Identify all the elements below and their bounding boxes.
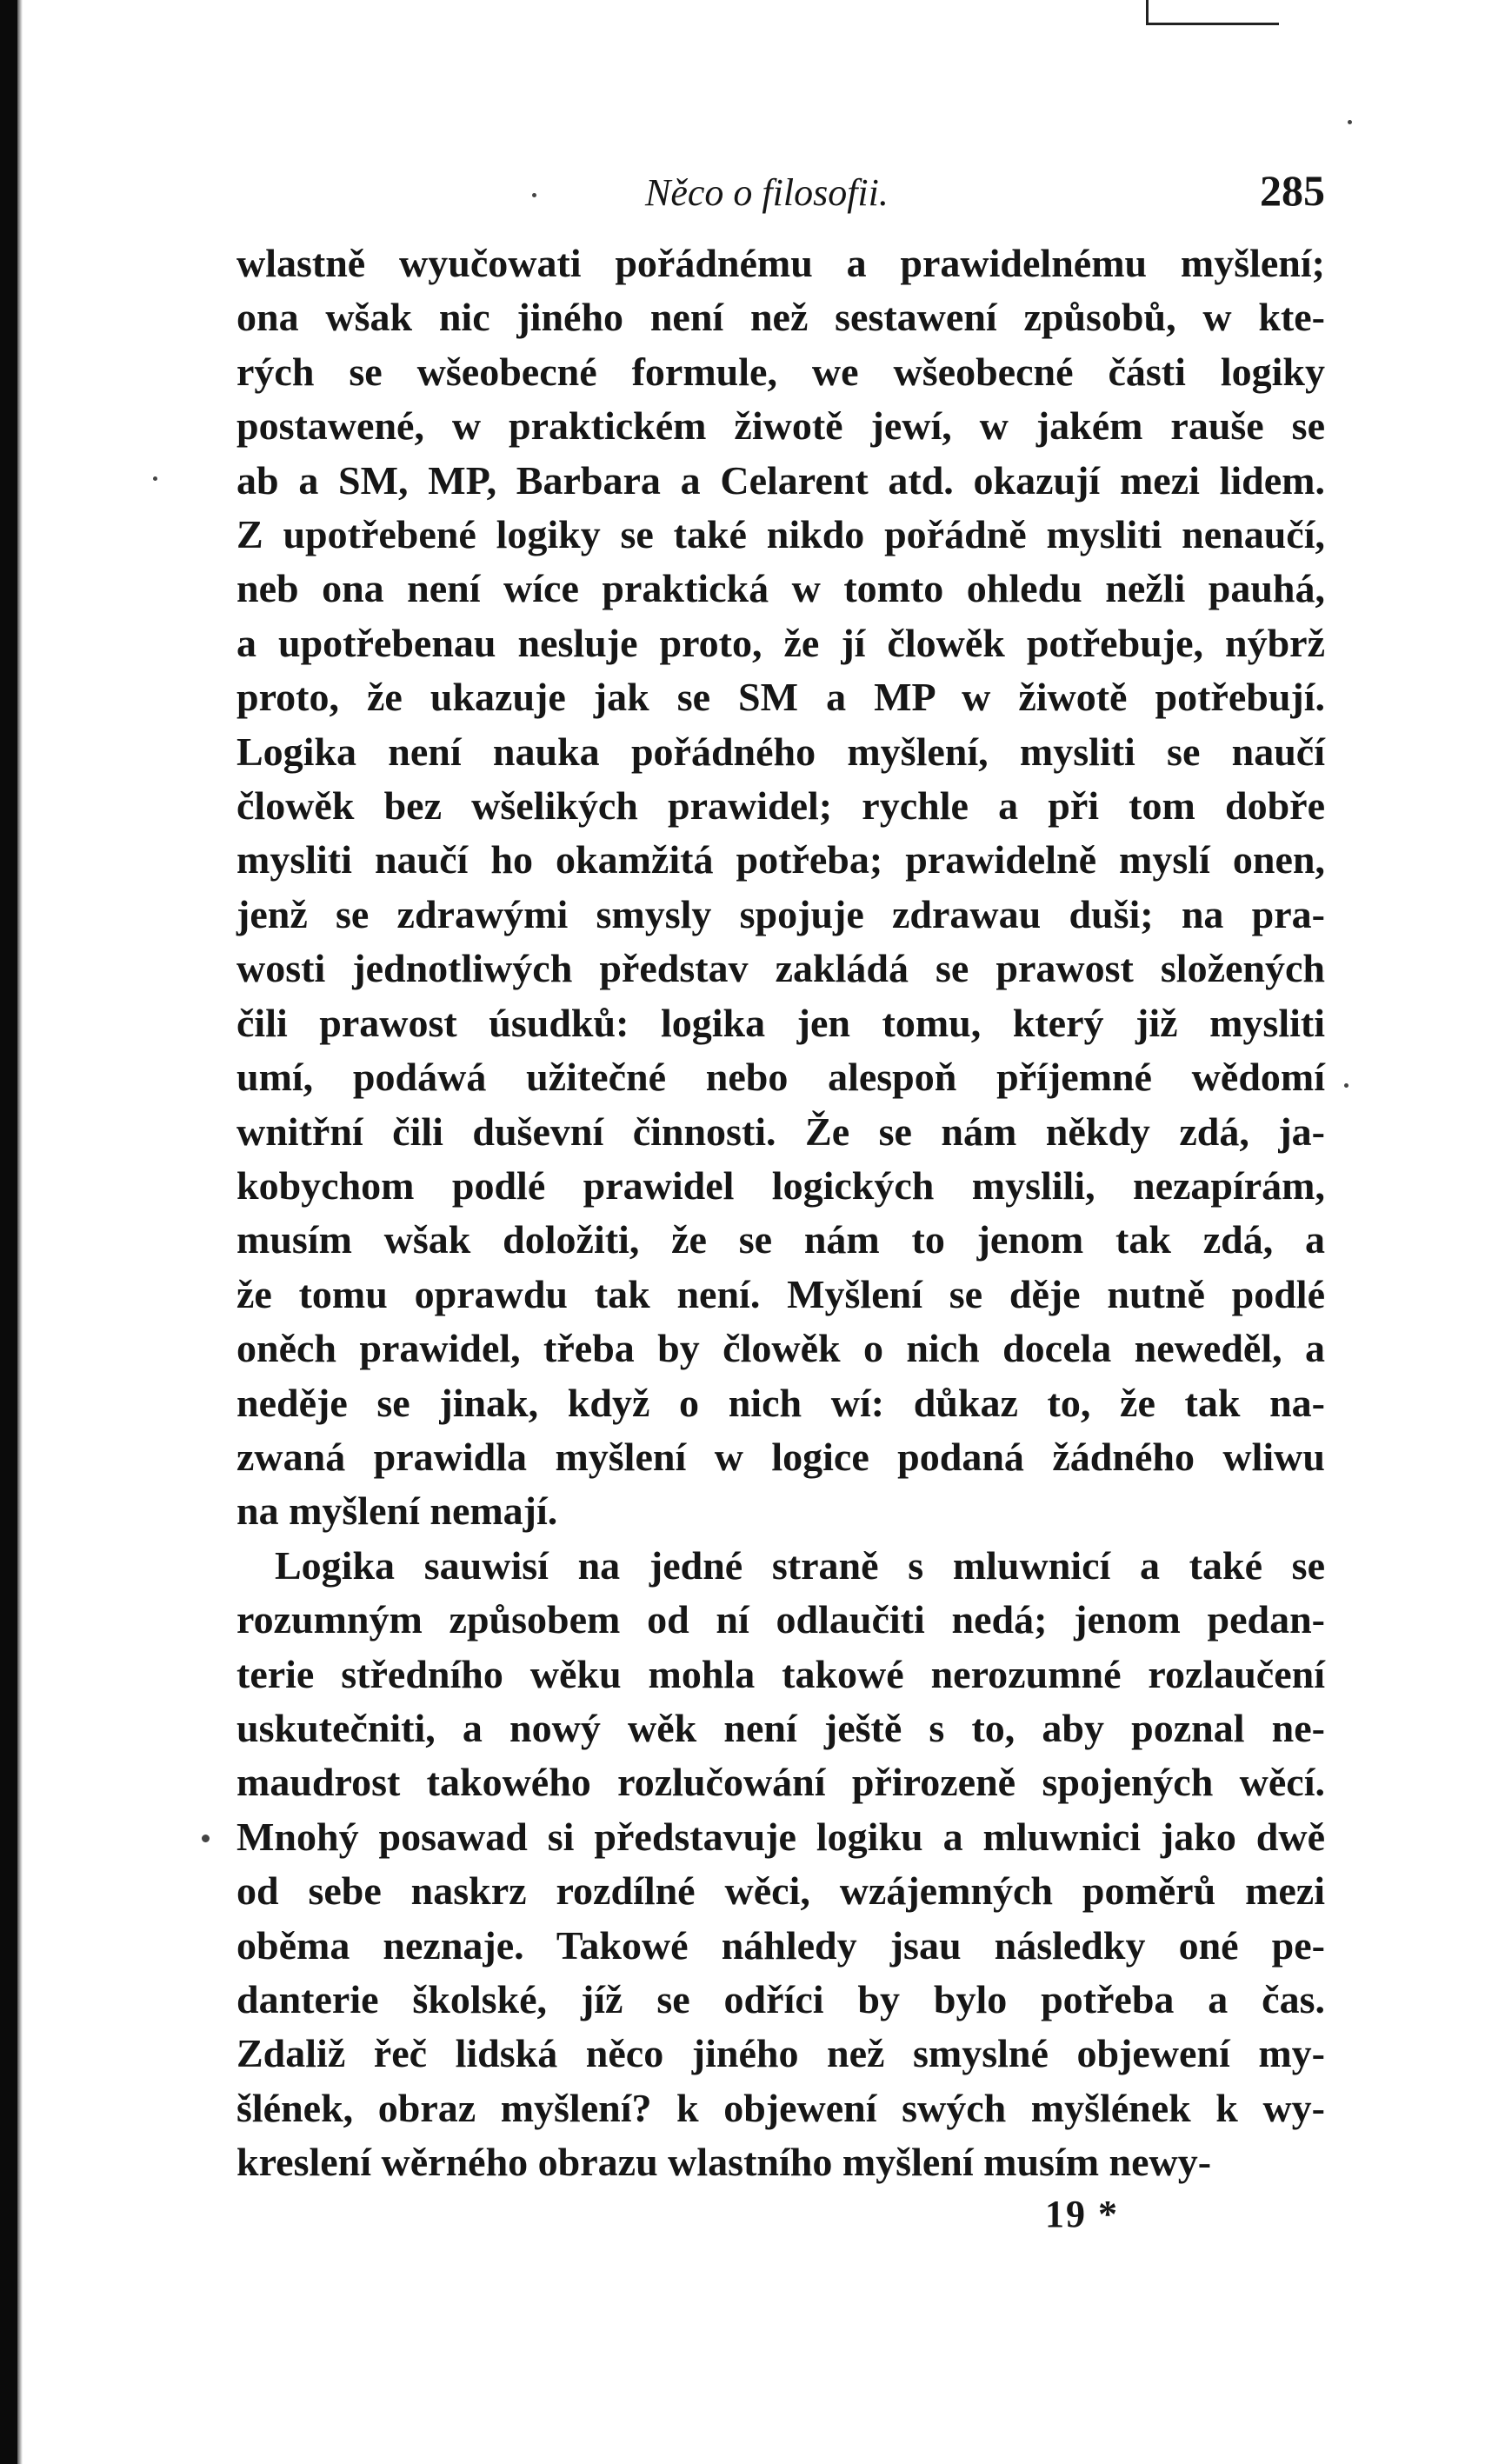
- scan-speck: [1344, 1083, 1348, 1088]
- text-line: kreslení wěrného obrazu wlastního myšlení musím newy-: [236, 2140, 1212, 2185]
- running-title: Něco o filosofii.: [645, 171, 889, 214]
- text-line: a upotřebenau nesluje proto, že jí člowěk potřebuje, nýbrž: [236, 620, 1325, 665]
- text-line: šlének, obraz myšlení? k objewení swých myšlének k wy-: [236, 2085, 1325, 2130]
- text-line: Logika sauwisí na jedné straně s mluwnicí a také se: [275, 1542, 1325, 1588]
- text-line: neděje se jinak, když o nich wí: důkaz to, že tak na-: [236, 1380, 1325, 1425]
- scan-speck: [153, 476, 157, 481]
- text-line: uskutečniti, a nowý wěk není ještě s to, aby poznal ne-: [236, 1705, 1325, 1750]
- book-binding-edge: [17, 0, 23, 2464]
- page-number: 285: [1260, 166, 1325, 215]
- text-line: na myšlení nemají.: [236, 1488, 558, 1534]
- text-line: umí, podáwá užitečné nebo alespoň příjemné wědomí: [236, 1055, 1325, 1100]
- text-line: musím wšak doložiti, že se nám to jenom tak zdá, a: [236, 1217, 1325, 1262]
- scan-speck: [1348, 120, 1352, 124]
- text-line: kobychom podlé prawidel logických myslili, nezapírám,: [236, 1162, 1325, 1208]
- text-line: jenž se zdrawými smysly spojuje zdrawau duši; na pra-: [236, 891, 1325, 936]
- text-line: od sebe naskrz rozdílné wěci, wzájemných poměrů mezi: [236, 1868, 1325, 1914]
- paragraph: [236, 1539, 1325, 2190]
- text-line: Z upotřebené logiky se také nikdo pořádně mysliti nenaučí,: [236, 512, 1325, 557]
- text-line: terie středního wěku mohla takowé nerozumné rozlaučení: [236, 1651, 1325, 1696]
- text-line: neb ona není wíce praktická w tomto ohledu nežli pauhá,: [236, 566, 1325, 611]
- text-line: wnitřní čili duševní činnosti. Že se nám někdy zdá, ja-: [236, 1109, 1325, 1154]
- text-body: [236, 236, 1325, 2190]
- text-line: rozumným způsobem od ní odlaučiti nedá; jenom pedan-: [236, 1597, 1325, 1642]
- text-line: oběma neznaje. Takowé náhledy jsau následky oné pe-: [236, 1922, 1325, 1968]
- book-binding-shadow: [0, 0, 17, 2464]
- text-line: danterie školské, jíž se odříci by bylo potřeba a čas.: [236, 1977, 1325, 2021]
- text-line: wosti jednotliwých představ zakládá se prawost složených: [236, 946, 1325, 991]
- scan-speck: [532, 193, 536, 197]
- signature-mark: 19 *: [1045, 2192, 1119, 2235]
- running-head: [236, 165, 1325, 226]
- text-line: postawené, w praktickém žiwotě jewí, w jakém rauše se: [236, 403, 1325, 449]
- text-line: ona wšak nic jiného není než sestawení způsobů, w kte-: [236, 295, 1325, 340]
- text-line: člowěk bez wšelikých prawidel; rychle a při tom dobře: [236, 783, 1325, 829]
- text-line: Mnohý posawad si představuje logiku a mluwnici jako dwě: [236, 1814, 1325, 1859]
- text-line: ab a SM, MP, Barbara a Celarent atd. okazují mezi lidem.: [236, 457, 1325, 503]
- paragraph: [236, 236, 1325, 1539]
- page-top-edge-mark: [1146, 0, 1279, 25]
- text-line: Logika není nauka pořádného myšlení, mysliti se naučí: [236, 729, 1325, 774]
- text-line: rých se wšeobecné formule, we wšeobecné části logiky: [236, 349, 1325, 394]
- text-line: oněch prawidel, třeba by člowěk o nich docela neweděl, a: [236, 1326, 1325, 1371]
- text-line: wlastně wyučowati pořádnému a prawidelnému myšlení;: [236, 241, 1325, 285]
- text-line: proto, že ukazuje jak se SM a MP w žiwotě potřebují.: [236, 675, 1325, 720]
- book-page: [236, 165, 1325, 2246]
- text-line: zwaná prawidla myšlení w logice podaná žádného wliwu: [236, 1434, 1325, 1479]
- text-line: Zdaliž řeč lidská něco jiného než smyslné objewení my-: [236, 2031, 1325, 2076]
- text-line: že tomu oprawdu tak není. Myšlení se děje nutně podlé: [236, 1271, 1325, 1316]
- text-line: maudrost takowého rozlučowání přirozeně spojených wěcí.: [236, 1760, 1325, 1805]
- text-line: čili prawost úsudků: logika jen tomu, který již mysliti: [236, 1000, 1325, 1045]
- text-line: mysliti naučí ho okamžitá potřeba; prawidelně myslí onen,: [236, 837, 1325, 882]
- scan-speck: [202, 1835, 210, 1842]
- signature-line: [236, 2192, 1325, 2246]
